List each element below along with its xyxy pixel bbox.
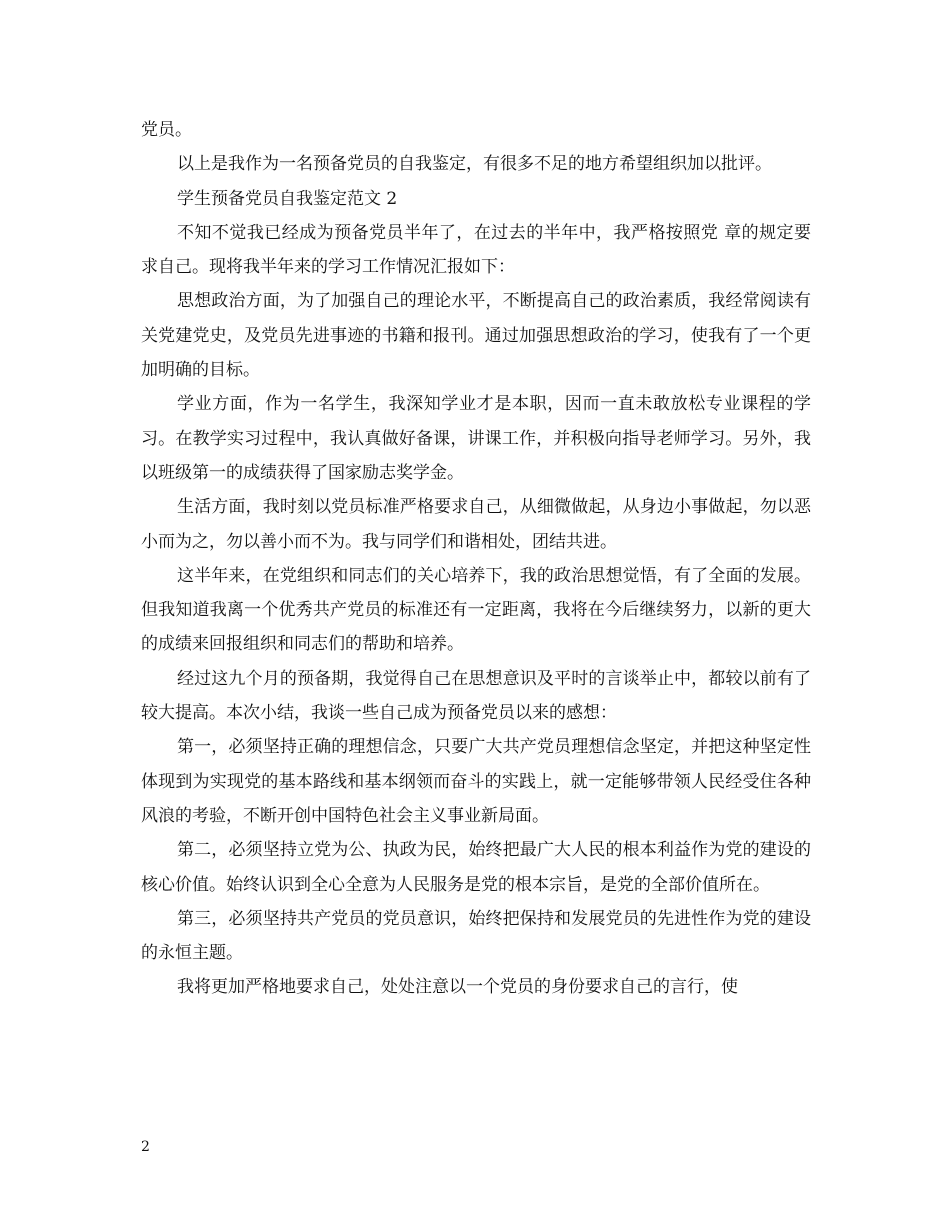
- paragraph-10: 第二，必须坚持立党为公、执政为民，始终把最广大人民的根本利益作为党的建设的核心价值。始终认识到全心全意为人民服务是党的根本宗旨，是党的全部价值所在。: [141, 840, 811, 895]
- paragraph-8: 经过这九个月的预备期，我觉得自己在思想意识及平时的言谈举止中，都较以前有了较大提高。本次小结，我谈一些自己成为预备党员以来的感想：: [141, 668, 811, 724]
- paragraph-6: 生活方面，我时刻以党员标准严格要求自己，从细微做起，从身边小事做起，勿以恶小而为之，勿以善小而不为。我与同学们和谐相处，团结共进。: [141, 497, 811, 552]
- document-body: [141, 113, 811, 1005]
- paragraph-12: 我将更加严格地要求自己，处处注意以一个党员的身份要求自己的言行，使: [177, 977, 738, 998]
- paragraph-11: 第三，必须坚持共产党员的党员意识，始终把保持和发展党员的先进性作为党的建设的永恒主题。: [141, 908, 811, 964]
- paragraph-4: 思想政治方面，为了加强自己的理论水平，不断提高自己的政治素质，我经常阅读有关党建党史，及党员先进事迹的书籍和报刊。通过加强思想政治的学习，使我有了一个更加明确的目标。: [141, 291, 811, 381]
- paragraph-5: 学业方面，作为一名学生，我深知学业才是本职，因而一直未敢放松专业课程的学习。在教学实习过程中，我认真做好备课，讲课工作，并积极向指导老师学习。另外，我以班级第一的成绩获得了国家励志奖学金。: [141, 394, 811, 483]
- paragraph-1: 党员。: [141, 120, 192, 140]
- paragraph-9: 第一，必须坚持正确的理想信念，只要广大共产党员理想信念坚定，并把这种坚定性体现到为实现党的基本路线和基本纲领而奋斗的实践上，就一定能够带领人民经受住各种风浪的考验，不断开创中国特色社会主义事业新局面。: [141, 737, 811, 826]
- page-number: 2: [141, 1139, 150, 1155]
- section-heading: 学生预备党员自我鉴定范文 2: [177, 188, 398, 209]
- paragraph-7: 这半年来，在党组织和同志们的关心培养下，我的政治思想觉悟，有了全面的发展。但我知道我离一个优秀共产党员的标准还有一定距离，我将在今后继续努力，以新的更大的成绩来回报组织和同志们的帮助和培养。: [141, 565, 811, 655]
- paragraph-2: 以上是我作为一名预备党员的自我鉴定，有很多不足的地方希望组织加以批评。: [177, 154, 772, 175]
- paragraph-3: 不知不觉我已经成为预备党员半年了，在过去的半年中，我严格按照党 章的规定要求自己。现将我半年来的学习工作情况汇报如下：: [141, 222, 811, 278]
